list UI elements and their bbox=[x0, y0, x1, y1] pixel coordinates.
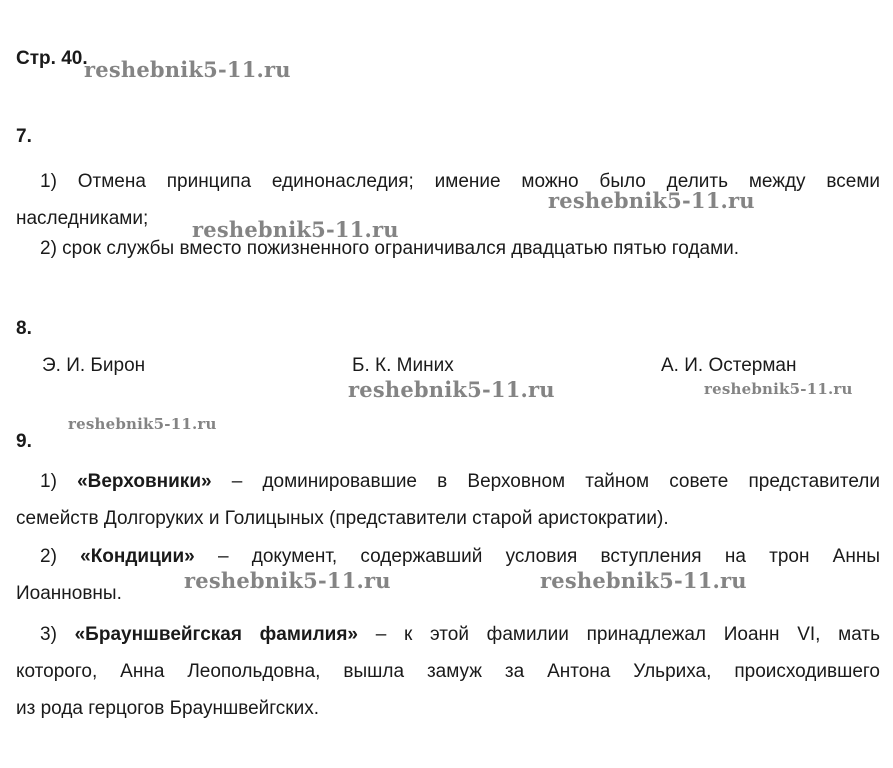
task-7-number: 7. bbox=[16, 126, 32, 147]
task-9-item-2-line-1: 2) «Кондиции» – документ, содержавший условия вступления на трон Анны bbox=[40, 546, 880, 567]
task-8-number: 8. bbox=[16, 318, 32, 339]
task-9-item-1-line-2: семейств Долгоруких и Голицыных (представители старой аристократии). bbox=[16, 508, 669, 529]
task-7-item-1-line-2: наследниками; bbox=[16, 208, 149, 229]
task-9-item-2 bbox=[16, 538, 880, 612]
watermark: reshebnik5-11.ru bbox=[68, 415, 217, 433]
watermark: reshebnik5-11.ru bbox=[540, 568, 747, 593]
task-7-item-1-line-1: 1) Отмена принципа единонаследия; имение можно было делить между всеми bbox=[40, 171, 880, 192]
watermark: reshebnik5-11.ru bbox=[184, 568, 391, 593]
watermark: reshebnik5-11.ru bbox=[84, 57, 291, 82]
term-verkhovniki: «Верховники» bbox=[77, 471, 212, 492]
task-7-item-2: 2) срок службы вместо пожизненного ограничивался двадцатью пятью годами. bbox=[40, 238, 740, 259]
task-8-name-3: А. И. Остерман bbox=[661, 355, 797, 376]
task-9-item-3-line-2: которого, Анна Леопольдовна, вышла замуж за Антона Ульриха, происходившего bbox=[16, 661, 880, 682]
term-braunschweig-family: «Брауншвейгская фамилия» bbox=[74, 624, 358, 645]
task-9-item-2-line-2: Иоанновны. bbox=[16, 583, 122, 604]
task-8-name-2: Б. К. Миних bbox=[352, 355, 454, 376]
task-9-item-1-line-1: 1) «Верховники» – доминировавшие в Верховном тайном совете представители bbox=[40, 471, 880, 492]
watermark: reshebnik5-11.ru bbox=[704, 380, 853, 398]
watermark: reshebnik5-11.ru bbox=[548, 188, 755, 213]
watermark: reshebnik5-11.ru bbox=[192, 217, 399, 242]
task-9-item-1 bbox=[16, 463, 880, 537]
task-9-item-3 bbox=[16, 616, 880, 727]
term-konditsii: «Кондиции» bbox=[80, 546, 195, 567]
task-9-number: 9. bbox=[16, 431, 32, 452]
task-9-item-3-line-3: из рода герцогов Брауншвейгских. bbox=[16, 698, 319, 719]
task-9-item-3-line-1: 3) «Брауншвейгская фамилия» – к этой фамилии принадлежал Иоанн VI, мать bbox=[40, 624, 880, 645]
task-8-name-1: Э. И. Бирон bbox=[42, 355, 146, 376]
watermark: reshebnik5-11.ru bbox=[348, 377, 555, 402]
page-header: Стр. 40. bbox=[16, 48, 88, 69]
